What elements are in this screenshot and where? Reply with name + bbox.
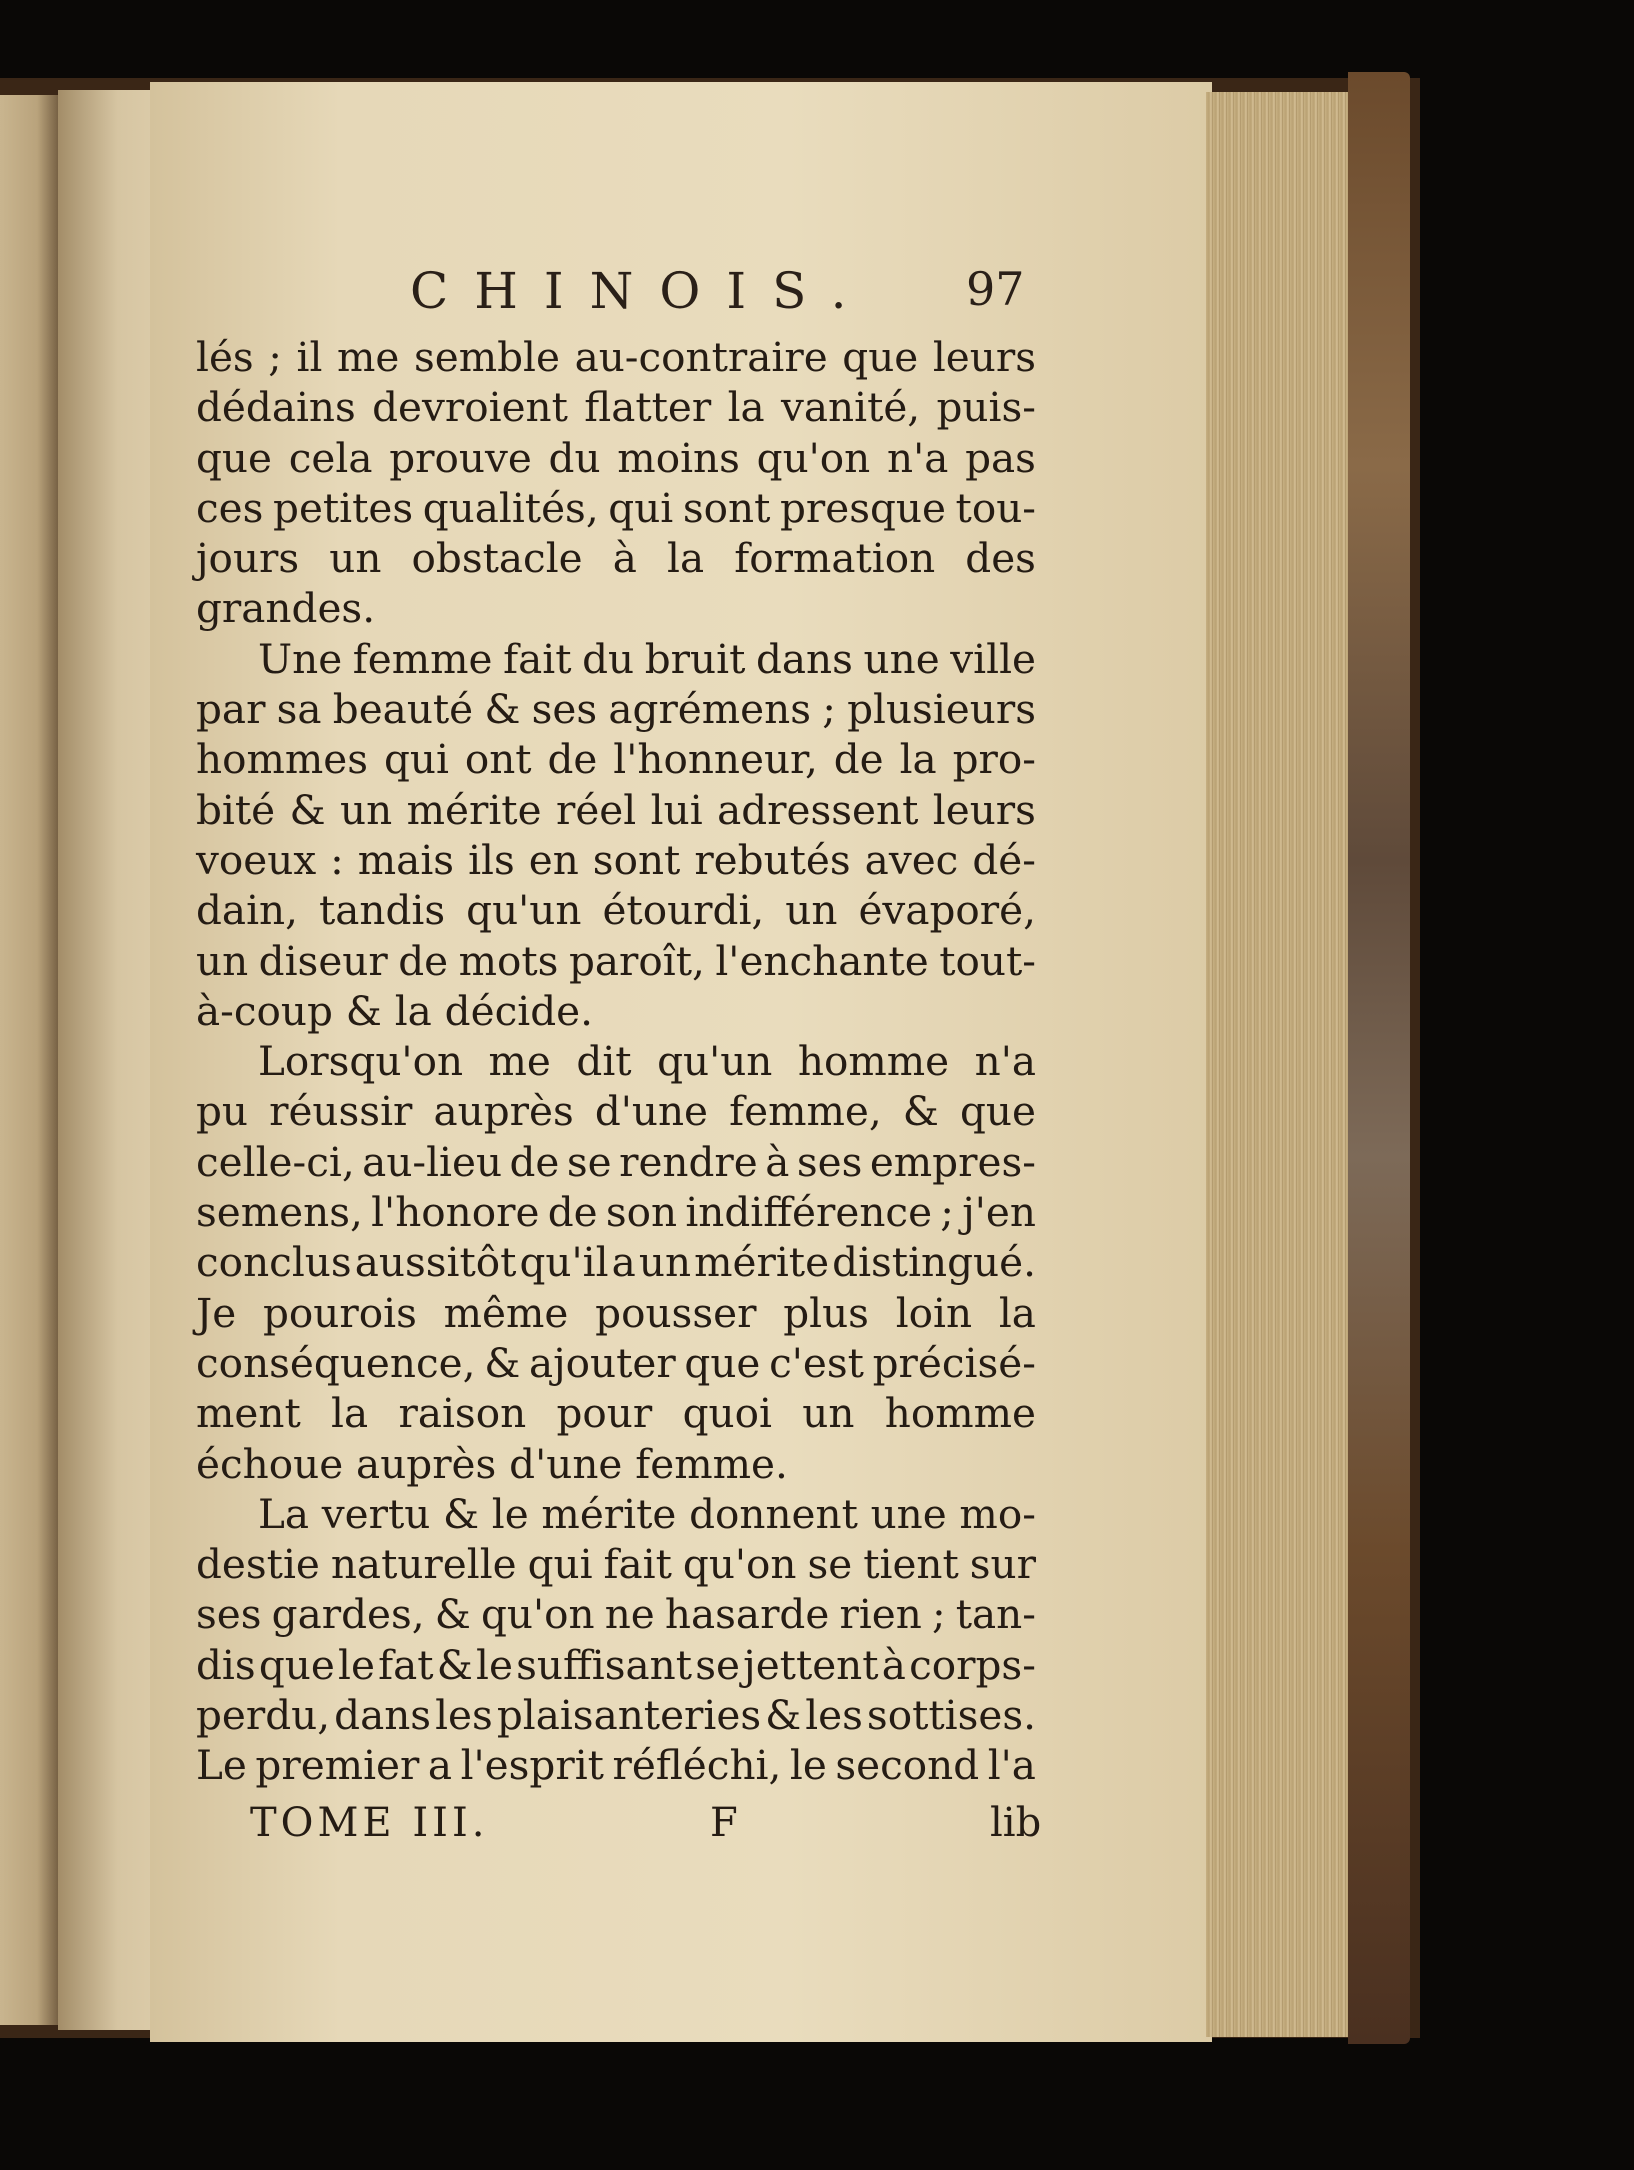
word: son — [605, 1188, 678, 1237]
word: que — [196, 433, 272, 482]
word: la — [998, 1288, 1036, 1337]
word: me — [488, 1037, 551, 1086]
book-cover — [1348, 72, 1410, 2044]
word: dis — [196, 1640, 256, 1689]
word: à — [765, 1137, 790, 1186]
word: formation — [734, 534, 936, 583]
text-line — [196, 634, 1036, 684]
word: bruit — [644, 634, 746, 683]
text-line — [196, 1640, 1036, 1690]
text-line — [196, 332, 1036, 382]
word: femme, — [729, 1087, 882, 1136]
running-head: CHINOIS. — [410, 262, 873, 320]
word: prouve — [389, 433, 532, 482]
word: Une — [258, 634, 343, 683]
text-line — [196, 483, 1036, 533]
word: qu'on — [682, 1540, 797, 1589]
text-line-content: grandes. — [196, 584, 376, 633]
word: & — [484, 685, 521, 734]
word: se — [807, 1540, 853, 1589]
word: tou- — [955, 483, 1036, 532]
word: mérite — [694, 1238, 830, 1287]
word: loin — [895, 1288, 973, 1337]
word: l'enchante — [715, 936, 929, 985]
word: à — [881, 1640, 906, 1689]
word: des — [965, 534, 1036, 583]
word: tient — [863, 1540, 959, 1589]
word: femme — [352, 634, 493, 683]
word: dain, — [196, 886, 298, 935]
word: conséquence, — [196, 1338, 476, 1387]
text-line-content: à-coup & la décide. — [196, 986, 593, 1035]
word: ville — [950, 634, 1036, 683]
word: pu — [196, 1087, 249, 1136]
word: qui — [608, 483, 674, 532]
word: dédains — [196, 383, 356, 432]
page-number: 97 — [966, 262, 1025, 316]
word: qu'un — [657, 1037, 773, 1086]
word: tandis — [318, 886, 446, 935]
word: voeux — [196, 835, 317, 884]
word: La — [258, 1489, 310, 1538]
word: dé- — [972, 835, 1036, 884]
word: perdu, — [196, 1691, 331, 1740]
word: que — [842, 333, 919, 381]
word: pousser — [595, 1288, 757, 1337]
word: flatter — [584, 383, 712, 432]
word: qu'on — [480, 1590, 595, 1639]
text-line — [196, 684, 1036, 734]
word: fait — [503, 634, 572, 683]
word: paroît, — [568, 936, 705, 985]
word: & — [484, 1338, 521, 1387]
word: ses — [196, 1590, 262, 1639]
word: du — [582, 634, 635, 683]
text-line — [196, 1187, 1036, 1237]
word: agrémens — [608, 685, 812, 734]
word: même — [443, 1288, 569, 1337]
word: sur — [969, 1540, 1036, 1589]
word: diseur — [258, 936, 388, 985]
word: indifférence — [685, 1188, 933, 1237]
word: & — [289, 785, 326, 834]
word: l'a — [987, 1741, 1036, 1790]
word: étourdi, — [602, 886, 765, 935]
word: me — [337, 333, 400, 381]
text-line — [196, 785, 1036, 835]
word: n'a — [887, 433, 949, 482]
text-line — [196, 734, 1036, 784]
word: puis- — [936, 383, 1036, 432]
word: de — [833, 735, 884, 784]
word: sa — [276, 685, 322, 734]
word: dans — [334, 1691, 432, 1740]
word: lui — [650, 785, 703, 834]
word: donnent — [689, 1489, 858, 1538]
word: obstacle — [411, 534, 583, 583]
word: qui — [527, 1540, 593, 1589]
word: ; — [822, 685, 836, 734]
word: c'est — [769, 1338, 864, 1387]
word: réussir — [269, 1087, 413, 1136]
word: semens, — [196, 1188, 363, 1237]
text-line — [196, 1237, 1036, 1287]
word: un — [638, 1238, 692, 1287]
word: ont — [464, 735, 532, 784]
word: naturelle — [330, 1540, 517, 1589]
body-text — [196, 332, 1036, 1791]
word: leurs — [932, 785, 1036, 834]
word: sont — [592, 835, 681, 884]
text-line — [196, 1489, 1036, 1539]
word: du — [548, 433, 601, 482]
catchword: lib — [990, 1800, 1042, 1846]
word: la — [331, 1389, 369, 1438]
word: lés — [196, 333, 254, 381]
word: hommes — [196, 735, 369, 784]
volume-label: TOME III. — [250, 1800, 489, 1846]
word: ; — [931, 1590, 946, 1639]
word: évaporé, — [858, 886, 1036, 935]
word: & — [902, 1087, 939, 1136]
text-line — [196, 583, 1036, 633]
text-line — [196, 1086, 1036, 1136]
word: une — [870, 1489, 947, 1538]
word: réfléchi, — [612, 1741, 782, 1790]
word: ; — [268, 333, 282, 381]
word: la — [727, 383, 765, 432]
word: à — [612, 534, 637, 583]
text-line — [196, 1589, 1036, 1639]
word: & — [765, 1691, 802, 1740]
text-line-content: échoue auprès d'une femme. — [196, 1439, 788, 1488]
word: fait — [603, 1540, 672, 1589]
word: devroient — [372, 383, 568, 432]
word: moins — [617, 433, 740, 482]
word: mérite — [406, 785, 542, 834]
word: réel — [555, 785, 637, 834]
word: mérite — [541, 1489, 677, 1538]
word: la — [667, 534, 705, 583]
word: dans — [755, 634, 853, 683]
word: tan- — [955, 1590, 1036, 1639]
word: se — [695, 1640, 740, 1689]
word: leurs — [932, 333, 1036, 381]
text-line — [196, 1690, 1036, 1740]
word: adressent — [717, 785, 919, 834]
word: mo- — [959, 1489, 1036, 1538]
word: conclus — [196, 1238, 352, 1287]
word: rendre — [619, 1137, 758, 1186]
word: beauté — [332, 685, 474, 734]
word: gardes, — [271, 1590, 425, 1639]
word: pourois — [262, 1288, 417, 1337]
word: l'honore — [371, 1188, 540, 1237]
word: aussitôt — [354, 1238, 517, 1287]
word: pro- — [952, 735, 1036, 784]
word: homme — [797, 1037, 950, 1086]
word: le — [789, 1741, 827, 1790]
word: plusieurs — [847, 685, 1036, 734]
text-line — [196, 835, 1036, 885]
word: cela — [288, 433, 373, 482]
word: & — [434, 1590, 471, 1639]
word: empres- — [869, 1137, 1036, 1186]
signature-mark: F — [710, 1800, 738, 1846]
word: les — [805, 1691, 863, 1740]
word: sont — [682, 483, 771, 532]
word: il — [296, 333, 323, 381]
word: de — [547, 735, 598, 784]
word: se — [566, 1137, 612, 1186]
word: précisé- — [872, 1338, 1036, 1387]
left-page-edge — [0, 95, 62, 2025]
word: un — [329, 534, 382, 583]
word: jettent — [743, 1640, 879, 1689]
word: que — [684, 1338, 761, 1387]
word: Lorsqu'on — [258, 1037, 464, 1086]
word: plus — [783, 1288, 869, 1337]
word: l'esprit — [460, 1741, 604, 1790]
text-line — [196, 936, 1036, 986]
word: un — [340, 785, 393, 834]
word: presque — [779, 483, 946, 532]
word: mais — [357, 835, 455, 884]
word: que — [258, 1640, 335, 1689]
word: a — [611, 1238, 636, 1287]
word: qu'on — [756, 433, 871, 482]
word: la — [899, 735, 937, 784]
word: dit — [576, 1037, 632, 1086]
word: second — [835, 1741, 980, 1790]
word: par — [196, 685, 266, 734]
word: fat — [378, 1640, 434, 1689]
word: qui — [383, 735, 449, 784]
word: premier — [255, 1741, 420, 1790]
word: de — [547, 1188, 598, 1237]
word: pas — [965, 433, 1036, 482]
word: sottises. — [866, 1691, 1036, 1740]
text-line — [196, 533, 1036, 583]
word: distingué. — [832, 1238, 1036, 1287]
word: auprès — [433, 1087, 574, 1136]
word: que — [959, 1087, 1036, 1136]
word: ajouter — [528, 1338, 676, 1387]
word: semble — [413, 333, 560, 381]
word: ces — [196, 483, 264, 532]
word: qualités, — [422, 483, 599, 532]
word: au-contraire — [574, 333, 828, 381]
word: vertu — [321, 1489, 431, 1538]
text-line — [196, 382, 1036, 432]
text-line — [196, 1740, 1036, 1790]
text-line — [196, 1288, 1036, 1338]
word: d'une — [594, 1087, 709, 1136]
word: de — [398, 936, 449, 985]
word: quoi — [682, 1389, 772, 1438]
word: petites — [273, 483, 414, 532]
word: n'a — [974, 1037, 1036, 1086]
page-fore-edge — [1206, 92, 1354, 2037]
word: vanité, — [781, 383, 921, 432]
word: les — [435, 1691, 493, 1740]
word: avec — [864, 835, 959, 884]
word: ses — [796, 1137, 863, 1186]
word: : — [330, 835, 344, 884]
word: pour — [556, 1389, 653, 1438]
word: ; — [940, 1188, 954, 1237]
word: corps- — [909, 1640, 1036, 1689]
word: ne — [604, 1590, 655, 1639]
word: qu'il — [519, 1238, 609, 1287]
word: une — [863, 634, 940, 683]
text-line — [196, 885, 1036, 935]
word: celle-ci, — [196, 1137, 355, 1186]
word: qu'un — [466, 886, 582, 935]
text-line — [196, 433, 1036, 483]
word: Je — [196, 1288, 237, 1337]
word: homme — [884, 1389, 1036, 1438]
word: & — [436, 1640, 473, 1689]
word: plaisanteries — [496, 1691, 762, 1740]
page-footer — [250, 1800, 1050, 1856]
text-line — [196, 1338, 1036, 1388]
word: tout- — [939, 936, 1036, 985]
text-line — [196, 1388, 1036, 1438]
word: bité — [196, 785, 276, 834]
word: un — [785, 886, 838, 935]
word: raison — [398, 1389, 527, 1438]
word: le — [491, 1489, 529, 1538]
word: ses — [531, 685, 598, 734]
word: mots — [458, 936, 559, 985]
text-line — [196, 986, 1036, 1036]
word: hasarde — [664, 1590, 830, 1639]
text-line — [196, 1439, 1036, 1489]
text-line — [196, 1137, 1036, 1187]
word: destie — [196, 1540, 320, 1589]
word: & — [443, 1489, 480, 1538]
word: j'en — [962, 1188, 1036, 1237]
word: un — [196, 936, 249, 985]
word: un — [802, 1389, 855, 1438]
word: Le — [196, 1741, 247, 1790]
word: le — [476, 1640, 513, 1689]
word: au-lieu — [362, 1137, 503, 1186]
text-line — [196, 1539, 1036, 1589]
word: le — [338, 1640, 375, 1689]
word: suffisant — [516, 1640, 692, 1689]
word: ment — [196, 1389, 301, 1438]
text-line — [196, 1036, 1036, 1086]
word: rien — [839, 1590, 922, 1639]
word: ils — [468, 835, 515, 884]
word: de — [509, 1137, 560, 1186]
word: jours — [196, 534, 300, 583]
word: en — [528, 835, 579, 884]
word: rebutés — [694, 835, 851, 884]
word: l'honneur, — [613, 735, 818, 784]
word: a — [427, 1741, 453, 1790]
